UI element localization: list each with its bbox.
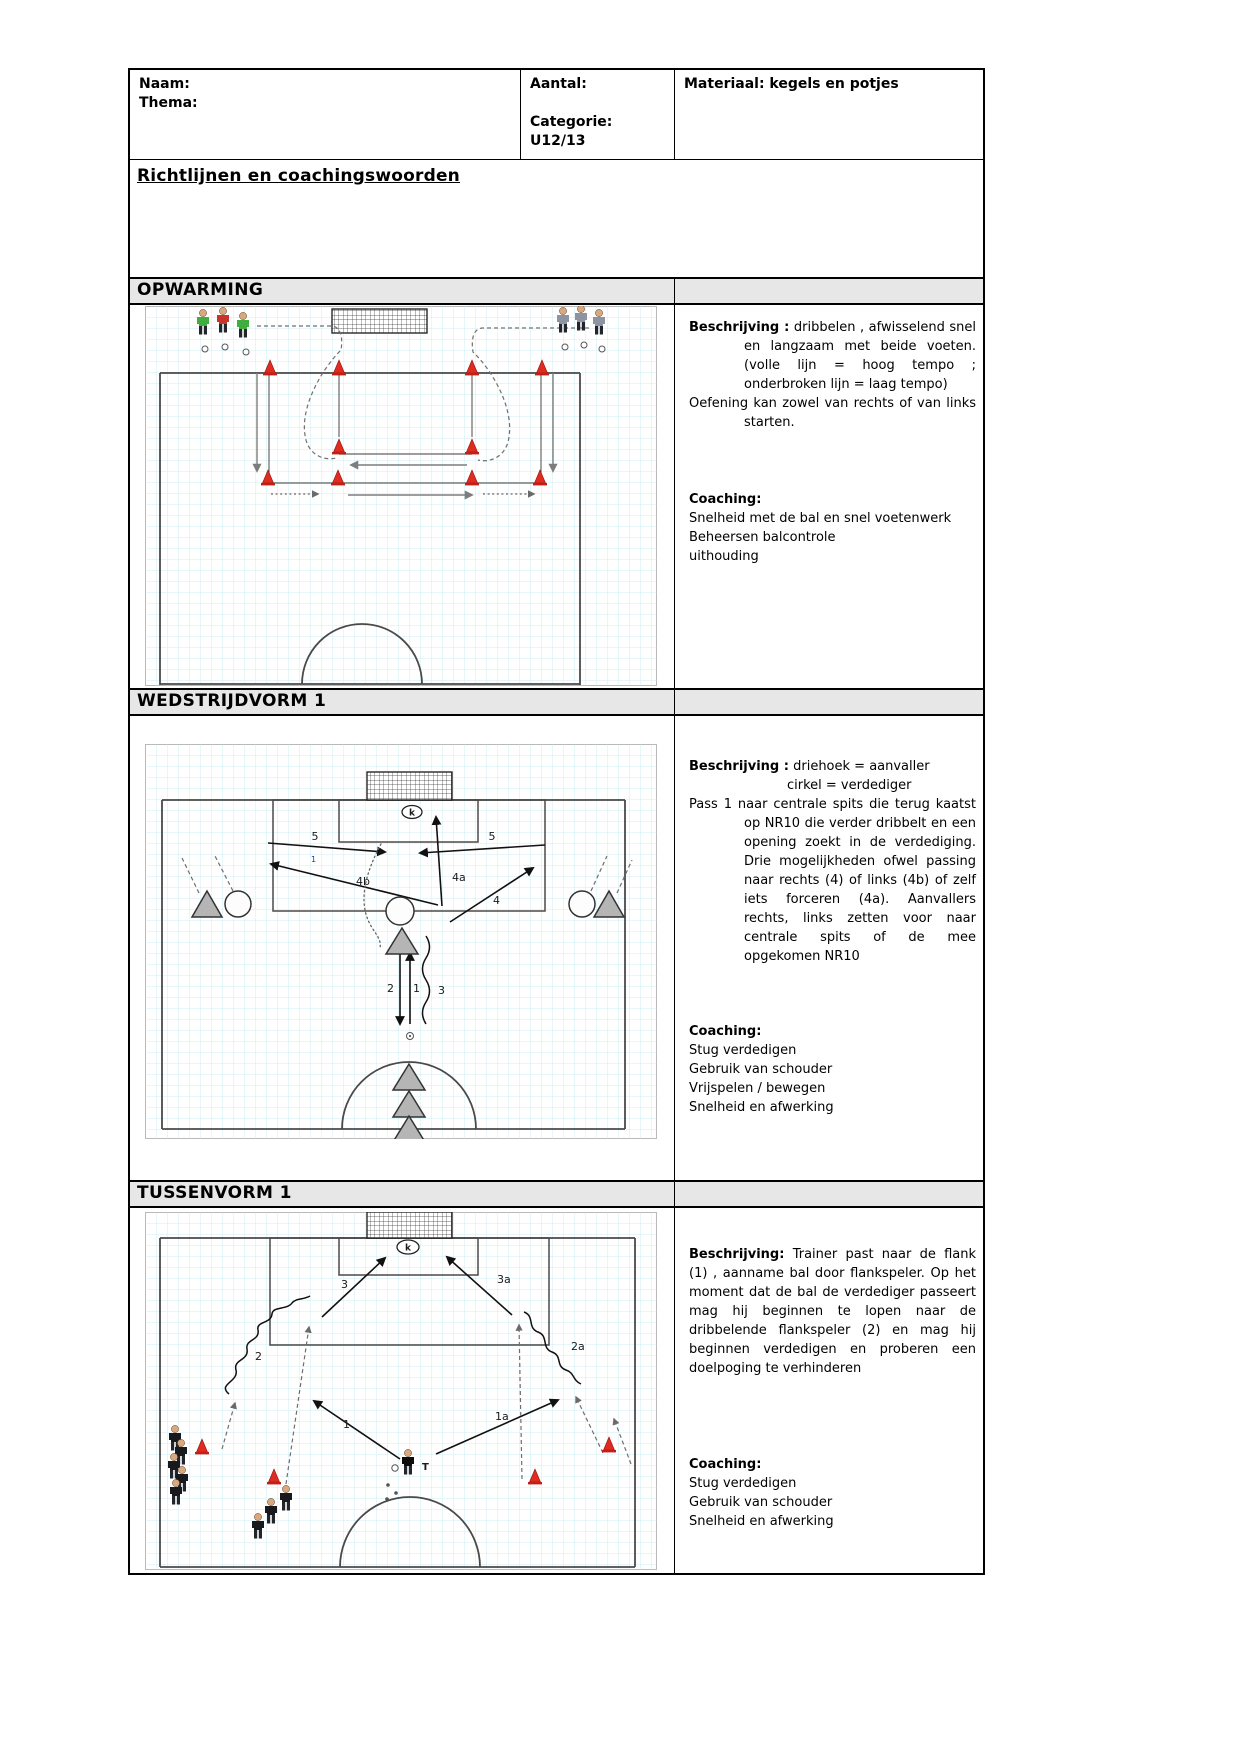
section-bar-right bbox=[675, 279, 983, 303]
coaching-label: Coaching: bbox=[689, 1024, 762, 1039]
svg-text:5: 5 bbox=[488, 830, 496, 843]
tussenvorm1-text-cell bbox=[675, 1208, 983, 1573]
section-title-opwarming: OPWARMING bbox=[130, 279, 675, 303]
svg-text:4: 4 bbox=[493, 894, 500, 907]
svg-text:T: T bbox=[422, 1462, 429, 1473]
section-bar-opwarming bbox=[130, 277, 983, 305]
section-bar-right bbox=[675, 690, 983, 714]
tussenvorm1-field-diagram bbox=[145, 1212, 657, 1570]
opwarming-coaching bbox=[689, 490, 976, 566]
coaching-item: Snelheid met de bal en snel voetenwerk bbox=[689, 511, 952, 526]
materiaal-label: Materiaal: kegels en potjes bbox=[684, 76, 899, 92]
coaching-item: Gebruik van schouder bbox=[689, 1495, 833, 1510]
guidelines-title: Richtlijnen en coachingswoorden bbox=[137, 166, 460, 186]
svg-text:1: 1 bbox=[343, 1418, 350, 1431]
opwarming-text-cell bbox=[675, 305, 983, 688]
svg-text:3: 3 bbox=[341, 1278, 348, 1291]
name-theme-cell bbox=[130, 70, 521, 159]
svg-text:2a: 2a bbox=[571, 1340, 585, 1353]
goal bbox=[332, 309, 427, 333]
material-cell bbox=[675, 70, 983, 159]
section-title-wedstrijdvorm1: WEDSTRIJDVORM 1 bbox=[130, 690, 675, 714]
ball bbox=[407, 1033, 414, 1040]
wedstrijdvorm1-legend: Beschrijving : driehoek = aanvaller bbox=[689, 759, 930, 774]
goal bbox=[367, 772, 452, 800]
svg-text:4b: 4b bbox=[356, 875, 370, 888]
opwarming-field-diagram bbox=[145, 306, 657, 686]
coaching-item: Stug verdedigen bbox=[689, 1476, 797, 1491]
coaching-item: Snelheid en afwerking bbox=[689, 1514, 834, 1529]
wedstrijdvorm1-field-diagram bbox=[145, 744, 657, 1139]
svg-text:5: 5 bbox=[311, 830, 319, 843]
coaching-item: Vrijspelen / bewegen bbox=[689, 1081, 826, 1096]
svg-text:1: 1 bbox=[413, 982, 420, 995]
beschrijving-label: Beschrijving : bbox=[689, 759, 789, 774]
section-bar-right bbox=[675, 1182, 983, 1206]
coaching-item: uithouding bbox=[689, 549, 759, 564]
svg-text:3a: 3a bbox=[497, 1273, 511, 1286]
session-table bbox=[128, 68, 985, 1575]
svg-text:3: 3 bbox=[438, 984, 445, 997]
svg-text:1: 1 bbox=[311, 855, 317, 864]
coaching-label: Coaching: bbox=[689, 492, 762, 507]
keeper-marker bbox=[402, 806, 422, 819]
coaching-label: Coaching: bbox=[689, 1457, 762, 1472]
coaching-item: Gebruik van schouder bbox=[689, 1062, 833, 1077]
beschrijving-label: Beschrijving : bbox=[689, 320, 790, 335]
tussenvorm1-content-row bbox=[130, 1208, 983, 1573]
opwarming-description: Beschrijving : dribbelen , afwisselend snel en langzaam met beide voeten. (volle lijn = hoog tempo ; onderbroken lijn = laag tempo) bbox=[689, 320, 976, 392]
thema-label: Thema: bbox=[139, 95, 198, 111]
opwarming-diagram-cell bbox=[130, 305, 675, 688]
coaching-item: Stug verdedigen bbox=[689, 1043, 797, 1058]
guidelines-row bbox=[130, 160, 983, 277]
section-bar-wedstrijdvorm1 bbox=[130, 688, 983, 716]
aantal-label: Aantal: bbox=[530, 76, 587, 92]
count-category-cell bbox=[521, 70, 675, 159]
section-bar-tussenvorm1 bbox=[130, 1180, 983, 1208]
header-row bbox=[130, 70, 983, 160]
beschrijving-label: Beschrijving: bbox=[689, 1247, 785, 1262]
wedstrijdvorm1-content-row bbox=[130, 716, 983, 1180]
coaching-item: Snelheid en afwerking bbox=[689, 1100, 834, 1115]
naam-label: Naam: bbox=[139, 76, 190, 92]
opwarming-content-row bbox=[130, 305, 983, 688]
tussenvorm1-description: Beschrijving: Trainer past naar de flank (1) , aanname bal door flankspeler. Op het moment dat de bal de verdediger passeert mag hij beginnen te lopen naar de dribbelende flankspeler (2) en mag hij beginnen verdedigen en proberen een doelpoging te verhinderen bbox=[689, 1247, 976, 1376]
tussenvorm1-coaching bbox=[689, 1455, 976, 1531]
tussenvorm1-diagram-cell bbox=[130, 1208, 675, 1573]
svg-text:k: k bbox=[405, 1243, 411, 1254]
wedstrijdvorm1-text-cell bbox=[675, 716, 983, 1180]
categorie-value: U12/13 bbox=[530, 133, 586, 149]
svg-text:2: 2 bbox=[255, 1350, 262, 1363]
svg-text:1a: 1a bbox=[495, 1410, 509, 1423]
opwarming-description-extra: Oefening kan zowel van rechts of van links starten. bbox=[689, 396, 976, 430]
wedstrijdvorm1-coaching bbox=[689, 1022, 976, 1117]
svg-text:k: k bbox=[409, 808, 415, 819]
categorie-label: Categorie: bbox=[530, 114, 613, 130]
goal bbox=[367, 1212, 452, 1238]
wedstrijdvorm1-diagram-cell bbox=[130, 716, 675, 1180]
section-title-tussenvorm1: TUSSENVORM 1 bbox=[130, 1182, 675, 1206]
keeper-marker bbox=[397, 1240, 419, 1254]
svg-text:4a: 4a bbox=[452, 871, 466, 884]
wedstrijdvorm1-legend-line2: cirkel = verdediger bbox=[787, 778, 912, 793]
wedstrijdvorm1-description: Pass 1 naar centrale spits die terug kaatst op NR10 die verder dribbelt en een opening zoekt in de verdediging. Drie mogelijkheden ofwel passing naar rechts (4) of links (4b) of zelf iets forceren (4a). Aanvallers rechts, links zetten voor naar centrale spits of de mee opgekomen NR10 bbox=[689, 797, 976, 964]
svg-text:2: 2 bbox=[387, 982, 394, 995]
coaching-item: Beheersen balcontrole bbox=[689, 530, 836, 545]
